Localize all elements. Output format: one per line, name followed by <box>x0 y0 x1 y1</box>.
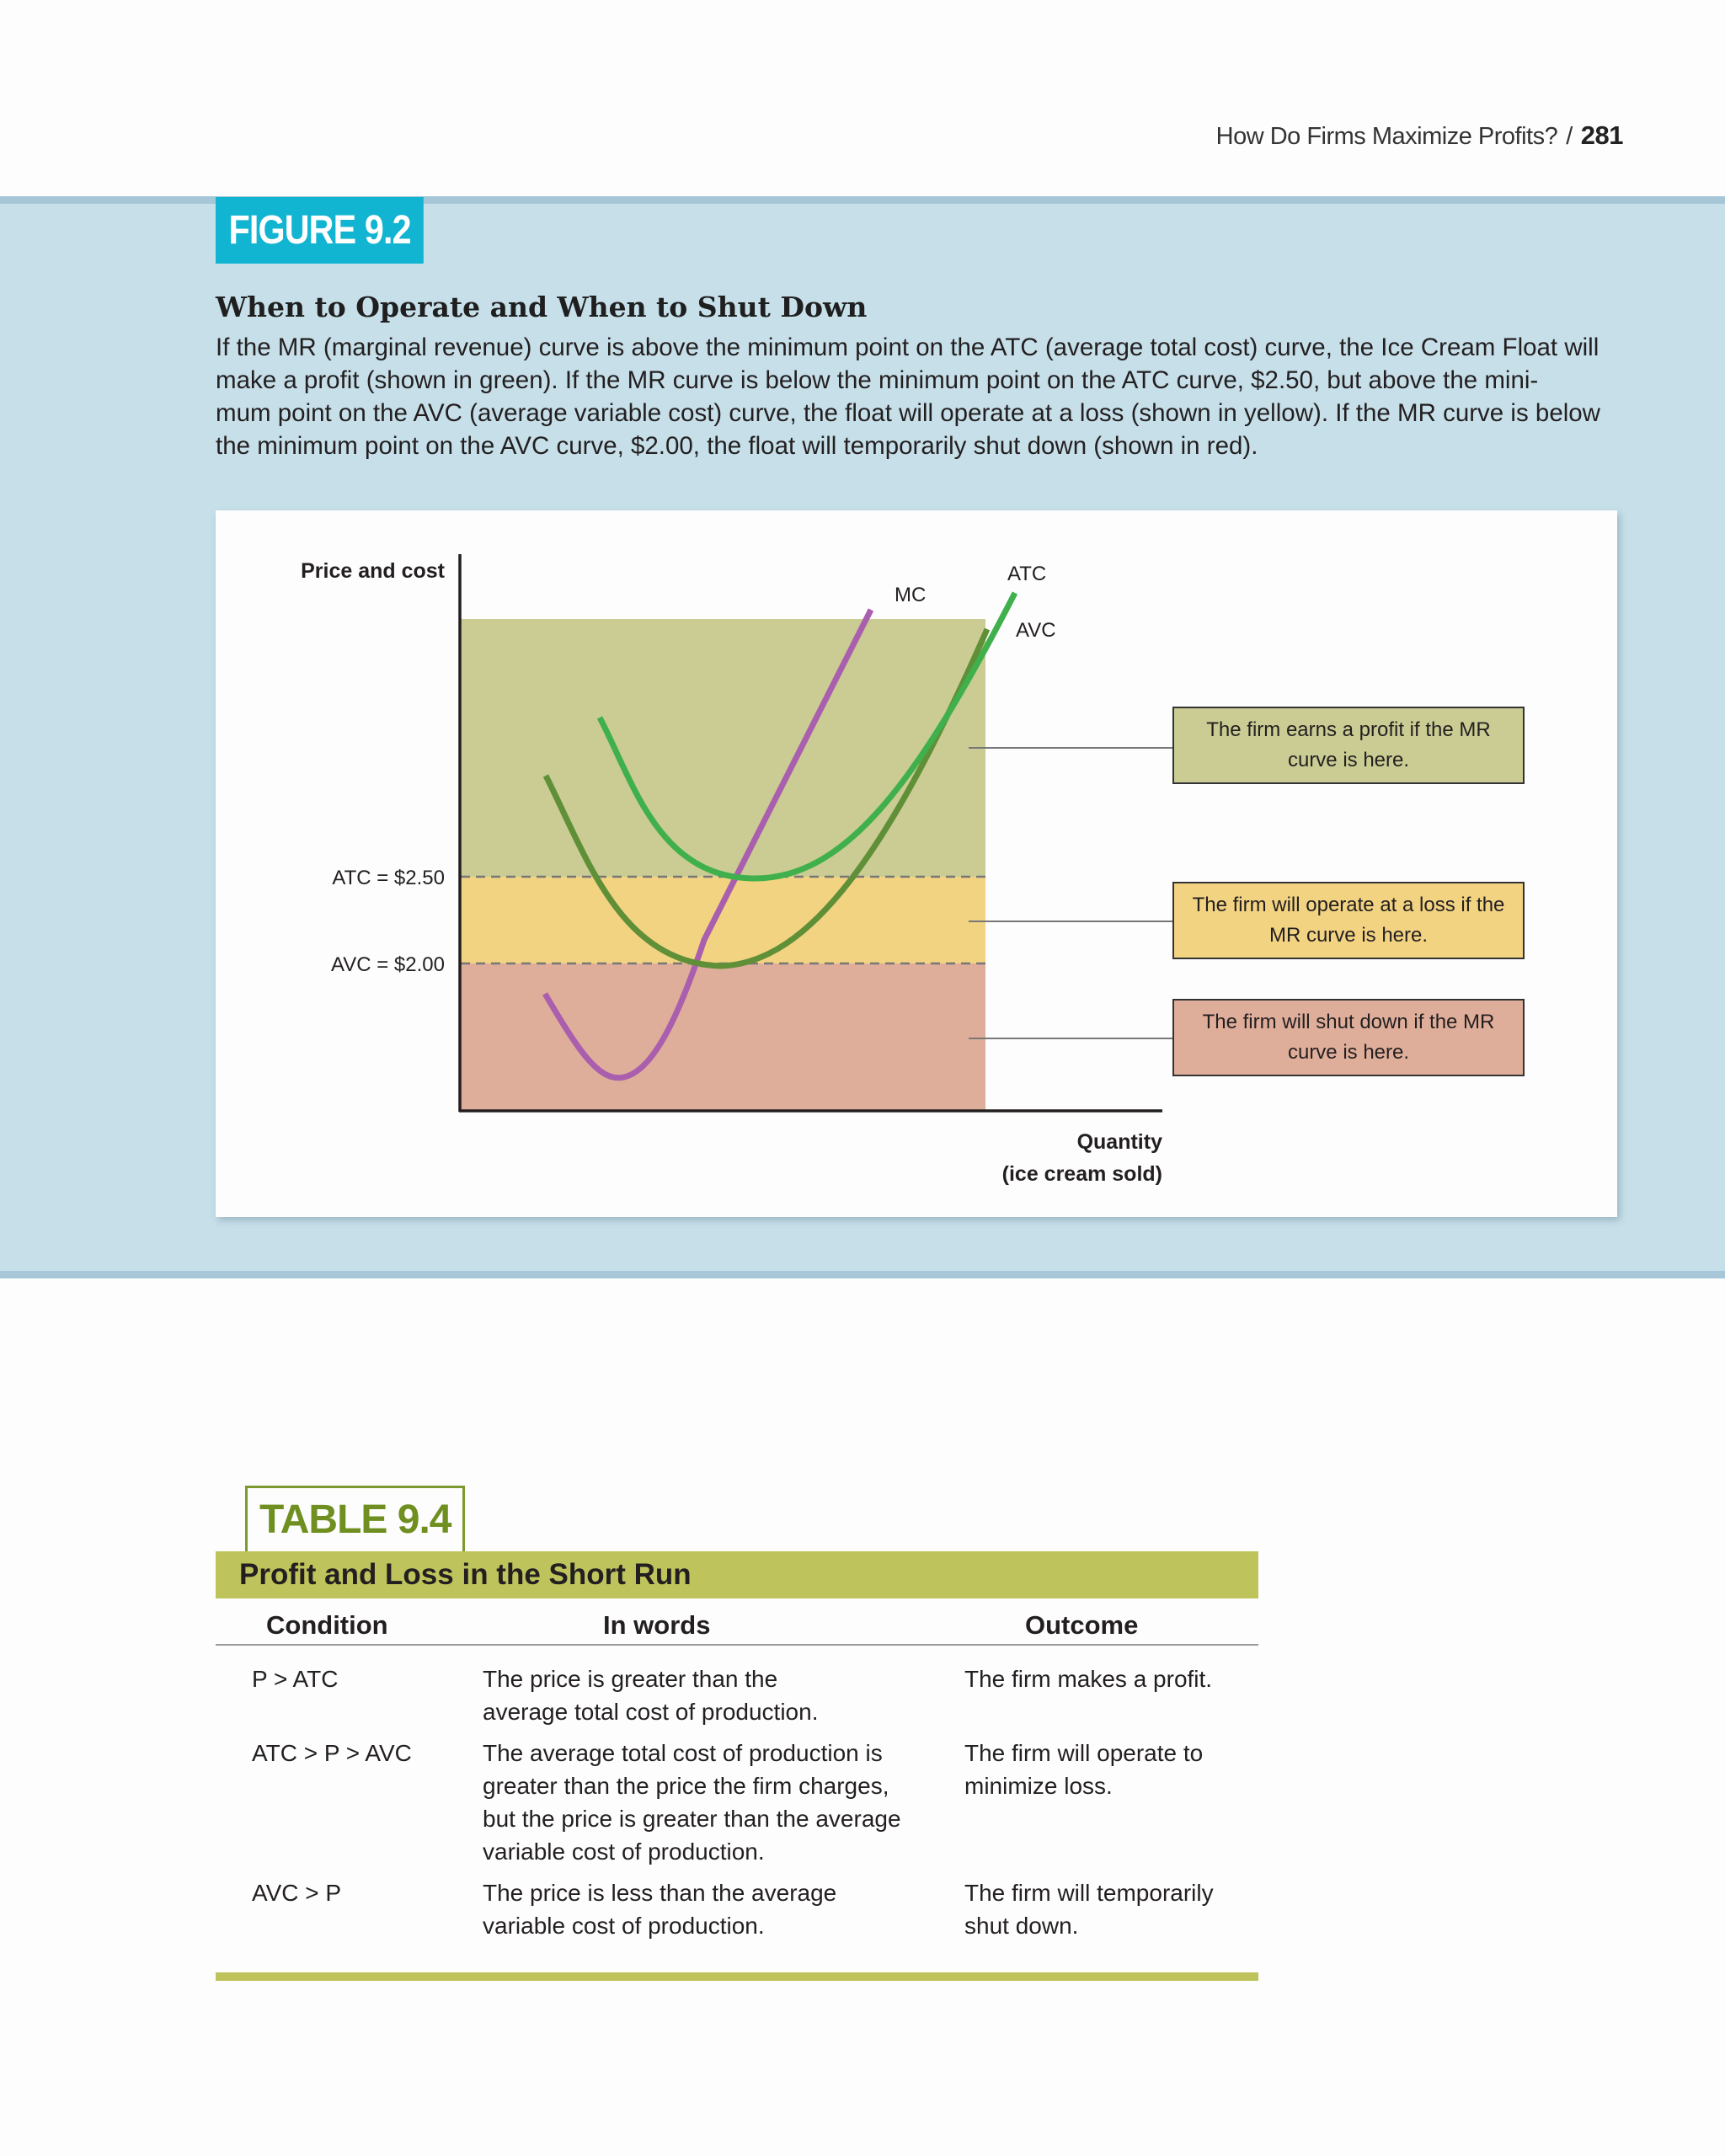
outcome-line: shut down. <box>964 1913 1079 1939</box>
words-line: The price is less than the average <box>483 1880 837 1906</box>
header-condition: Condition <box>266 1610 388 1640</box>
outcome-line: The firm will temporarily <box>964 1880 1214 1906</box>
caption-line: the minimum point on the AVC curve, $2.00, the float will temporarily shut down (shown in red). <box>216 432 1258 460</box>
avc-series-label: AVC <box>1016 619 1056 642</box>
outcome-line: minimize loss. <box>964 1773 1113 1799</box>
words-cell <box>483 1876 937 1942</box>
atc-series-label: ATC <box>1007 563 1047 585</box>
words-cell <box>483 1737 937 1868</box>
figure-title: When to Operate and When to Shut Down <box>216 291 868 323</box>
table-title-bar <box>216 1551 1258 1598</box>
outcome-line: The firm will operate to <box>964 1740 1204 1766</box>
shutdown-callout: The firm will shut down if the MR curve is here. <box>1172 999 1525 1076</box>
running-head <box>1216 120 1623 151</box>
running-head-title: How Do Firms Maximize Profits? <box>1215 123 1558 150</box>
profit-loss-table <box>216 1598 1258 1939</box>
words-line: The price is greater than the <box>483 1666 778 1692</box>
table-row <box>216 1737 1258 1871</box>
profit-callout: The firm earns a profit if the MR curve is here. <box>1172 707 1525 784</box>
words-line: The average total cost of production is <box>483 1740 883 1766</box>
figure-label: FIGURE 9.2 <box>216 197 424 264</box>
loss-region <box>461 877 985 963</box>
shutdown-region <box>461 963 985 1110</box>
avc-tick-label: AVC = $2.00 <box>331 953 445 976</box>
words-line: variable cost of production. <box>483 1838 765 1865</box>
words-line: average total cost of production. <box>483 1699 819 1725</box>
table-bottom-rule <box>216 1972 1258 1981</box>
header-in-words: In words <box>603 1610 711 1640</box>
x-axis-label-line2: (ice cream sold) <box>1001 1162 1162 1186</box>
caption-line: make a profit (shown in green). If the MR curve is below the minimum point on the ATC curve, $2.50, but above the mini- <box>216 366 1539 394</box>
table-label: TABLE 9.4 <box>245 1486 465 1555</box>
loss-callout: The firm will operate at a loss if the MR curve is here. <box>1172 882 1525 959</box>
words-cell <box>483 1662 937 1728</box>
outcome-cell <box>964 1876 1251 1942</box>
atc-tick-label: ATC = $2.50 <box>332 867 445 889</box>
cost-curves-chart <box>216 510 1617 1217</box>
running-head-separator: / <box>1566 123 1573 150</box>
table-row <box>216 1876 1258 1944</box>
caption-line: If the MR (marginal revenue) curve is above the minimum point on the ATC (average total cost) curve, the Ice Cream Float will <box>216 334 1599 361</box>
caption-line: mum point on the AVC (average variable cost) curve, the float will operate at a loss (shown in yellow). If the MR curve is below <box>216 399 1600 427</box>
condition-cell: P > ATC <box>252 1666 339 1692</box>
words-line: variable cost of production. <box>483 1913 765 1939</box>
outcome-cell <box>964 1737 1251 1802</box>
header-outcome: Outcome <box>1025 1610 1139 1640</box>
page-number: 281 <box>1580 120 1623 150</box>
profit-region <box>461 619 985 877</box>
words-line: but the price is greater than the average <box>483 1806 901 1832</box>
words-line: greater than the price the firm charges, <box>483 1773 889 1799</box>
mc-series-label: MC <box>895 584 927 606</box>
table-title: Profit and Loss in the Short Run <box>239 1558 692 1591</box>
table-header-row <box>216 1598 1258 1646</box>
figure-caption <box>216 331 1617 462</box>
condition-cell: ATC > P > AVC <box>252 1740 412 1766</box>
outcome-line: The firm makes a profit. <box>964 1666 1213 1692</box>
x-axis-label-line1: Quantity <box>1076 1130 1162 1154</box>
chart-panel <box>216 510 1617 1217</box>
table-row <box>216 1662 1258 1730</box>
condition-cell: AVC > P <box>252 1880 342 1906</box>
y-axis-label: Price and cost <box>301 559 445 583</box>
outcome-cell <box>964 1662 1251 1695</box>
